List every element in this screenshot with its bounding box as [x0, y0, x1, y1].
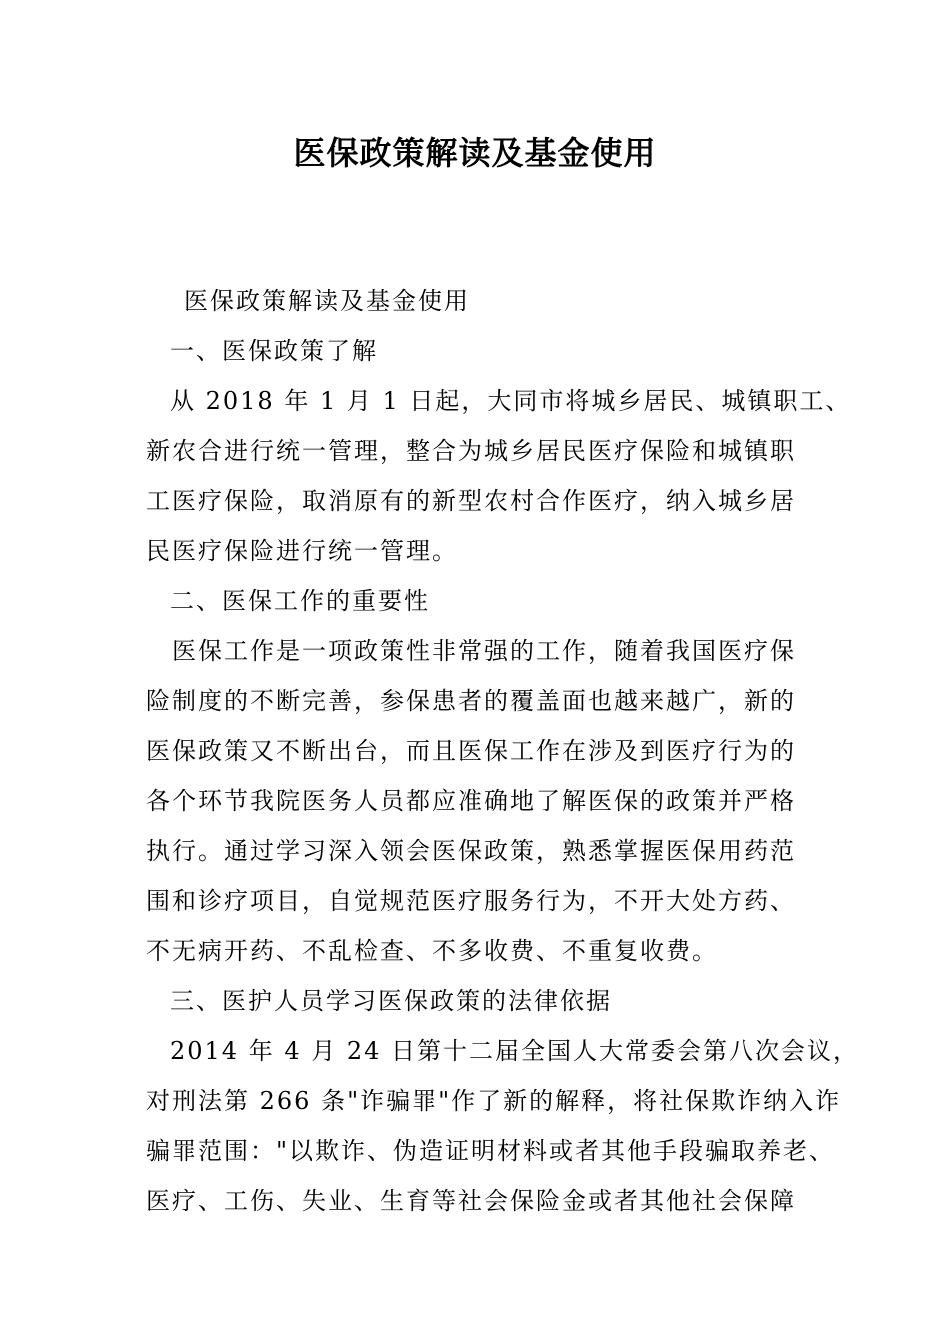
paragraph-line: 从 2018 年 1 月 1 日起，大同市将城乡居民、城镇职工、 — [170, 387, 852, 415]
paragraph-line: 民医疗保险进行统一管理。 — [146, 537, 458, 565]
paragraph-line: 医保政策又不断出台，而且医保工作在涉及到医疗行为的 — [146, 737, 796, 765]
paragraph-line: 骗罪范围："以欺诈、伪造证明材料或者其他手段骗取养老、 — [146, 1137, 836, 1165]
paragraph-line: 工医疗保险，取消原有的新型农村合作医疗，纳入城乡居 — [146, 487, 796, 515]
paragraph-line: 险制度的不断完善，参保患者的覆盖面也越来越广，新的 — [146, 687, 796, 715]
section-heading-3: 三、医护人员学习医保政策的法律依据 — [170, 987, 612, 1015]
paragraph-line: 医保工作是一项政策性非常强的工作，随着我国医疗保 — [172, 637, 796, 665]
paragraph-line: 新农合进行统一管理，整合为城乡居民医疗保险和城镇职 — [146, 437, 796, 465]
paragraph-line: 医疗、工伤、失业、生育等社会保险金或者其他社会保障 — [146, 1187, 796, 1215]
document-title: 医保政策解读及基金使用 — [293, 134, 657, 172]
paragraph-line: 2014 年 4 月 24 日第十二届全国人大常委会第八次会议， — [170, 1037, 860, 1065]
paragraph-line: 围和诊疗项目，自觉规范医疗服务行为，不开大处方药、 — [146, 887, 796, 915]
document-body — [146, 276, 860, 1226]
section-heading-2: 二、医保工作的重要性 — [170, 587, 430, 615]
paragraph-line: 各个环节我院医务人员都应准确地了解医保的政策并严格 — [146, 787, 796, 815]
document-subtitle: 医保政策解读及基金使用 — [184, 287, 470, 315]
paragraph-line: 不无病开药、不乱检查、不多收费、不重复收费。 — [146, 937, 718, 965]
section-heading-1: 一、医保政策了解 — [170, 337, 378, 365]
paragraph-line: 对刑法第 266 条"诈骗罪"作了新的解释，将社保欺诈纳入诈 — [146, 1087, 842, 1115]
paragraph-line: 执行。通过学习深入领会医保政策，熟悉掌握医保用药范 — [146, 837, 796, 865]
